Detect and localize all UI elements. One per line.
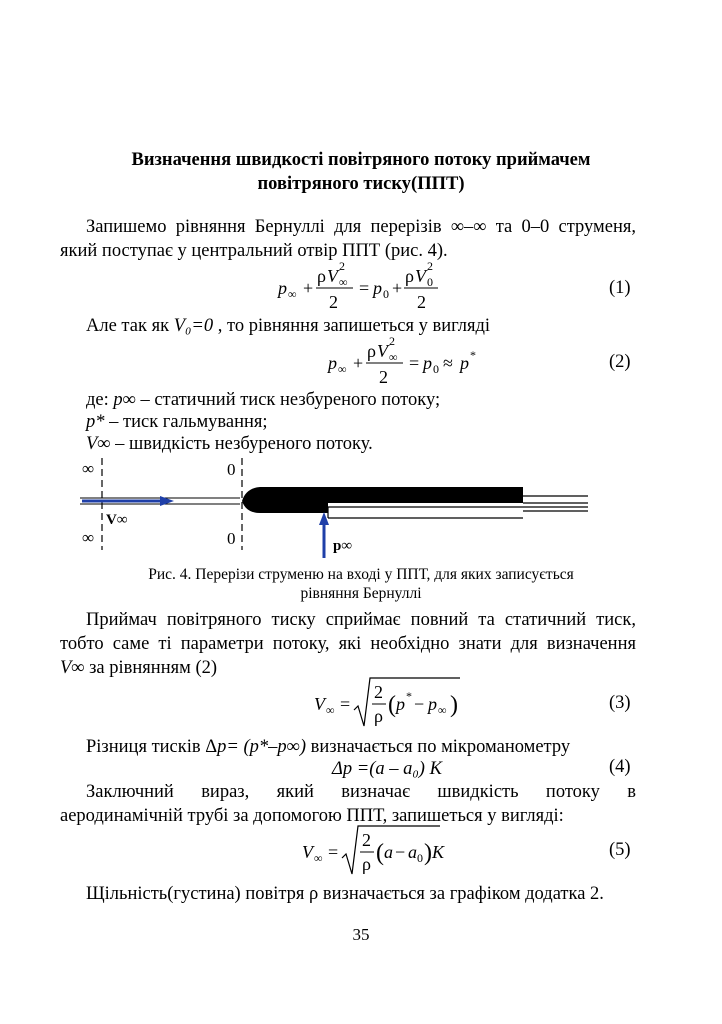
equation-4: Δp =(a – a₀) K [332,759,442,779]
label-zero-top: 0 [227,460,236,479]
svg-text:0: 0 [383,287,389,301]
svg-text:p: p [428,694,437,714]
equation-5 [298,820,458,880]
label-infinity-bottom: ∞ [82,528,95,547]
svg-text:): ) [450,692,458,718]
svg-text:∞: ∞ [338,362,347,376]
svg-text:ρ: ρ [374,706,383,726]
label-velocity: V∞ [106,512,128,528]
label-pressure: p∞ [333,538,353,554]
svg-text:a: a [384,842,393,862]
equation-4-number: (4) [609,757,631,777]
figure-4 [70,452,600,562]
paragraph-6: Щільність(густина) повітря ρ визначається за графіком додатка 2. [86,884,604,904]
svg-text:2: 2 [339,259,345,273]
svg-text:a: a [408,842,417,862]
svg-text:∞: ∞ [326,703,335,717]
probe-body [242,487,523,513]
svg-text:p: p [373,278,382,298]
svg-text:): ) [424,840,432,866]
svg-text:V: V [302,842,313,862]
svg-text:V: V [314,694,325,714]
svg-text:(: ( [376,840,384,866]
paragraph-5-line-1: Заключний вираз, який визначає швидкість потоку в [86,782,636,802]
paragraph-2: Але так як V₀=0 , то рівняння запишеться у вигляді [86,316,491,336]
equation-2 [320,333,500,389]
equation-5-number: (5) [609,840,631,860]
svg-text:ρ: ρ [317,266,326,286]
svg-text:=: = [340,694,351,714]
svg-text:2: 2 [379,367,388,387]
svg-text:∞: ∞ [339,275,348,289]
svg-text:2: 2 [417,292,426,312]
svg-text:ρ: ρ [405,266,414,286]
section-title-line-2: повітряного тиску(ППТ) [257,174,465,194]
definition-3: V∞ – швидкість незбуреного потоку. [86,434,373,454]
svg-text:0: 0 [417,851,423,865]
paragraph-3-line-2: тобто саме ті параметри потоку, які необхідно знати для визначення [60,634,636,654]
svg-text:∞: ∞ [438,703,447,717]
svg-text:0: 0 [427,275,433,289]
svg-text:*: * [470,348,476,362]
svg-text:2: 2 [374,682,383,702]
svg-text:=: = [409,353,420,373]
page-number: 35 [352,925,370,944]
svg-text:p: p [396,694,405,714]
svg-text:=: = [328,842,339,862]
definition-2: p* – тиск гальмування; [86,412,268,432]
paragraph-3-line-1: Приймач повітряного тиску сприймає повний та статичний тиск, [86,610,636,630]
svg-text:V: V [415,266,426,286]
svg-text:∞: ∞ [389,350,398,364]
svg-text:2: 2 [329,292,338,312]
paragraph-5-line-2: аеродинамічній трубі за допомогою ППТ, запишеться у вигляді: [60,806,564,826]
equation-3-number: (3) [609,693,631,713]
svg-text:−: − [395,842,406,862]
svg-text:K: K [432,842,445,862]
label-infinity-top: ∞ [82,459,95,478]
svg-text:ρ: ρ [367,341,376,361]
svg-text:2: 2 [389,334,395,348]
svg-text:p: p [423,353,432,373]
svg-text:p: p [460,353,469,373]
section-title-line-1: Визначення швидкості повітряного потоку приймачем [131,150,591,170]
svg-text:−: − [414,694,425,714]
paragraph-3-line-3: V∞ за рівнянням (2) [60,658,218,678]
svg-text:≈: ≈ [443,353,453,373]
svg-text:ρ: ρ [362,854,371,874]
svg-text:V: V [327,266,338,286]
definition-1: де: p∞ – статичний тиск незбуреного потоку; [86,390,441,410]
svg-text:2: 2 [427,259,433,273]
svg-text:+: + [392,278,403,298]
paragraph-1-line-2: який поступає у центральний отвір ППТ (рис. 4). [60,241,448,261]
equation-2-number: (2) [609,352,631,372]
svg-text:0: 0 [433,362,439,376]
equation-3 [310,672,470,732]
paragraph-1-line-1: Запишемо рівняння Бернуллі для перерізів ∞–∞ та 0–0 струменя, [86,217,636,237]
svg-text:+: + [353,353,364,373]
equation-1 [270,258,460,314]
equation-1-number: (1) [609,278,631,298]
svg-text:p: p [278,278,287,298]
svg-text:p: p [328,353,337,373]
svg-text:=: = [359,278,370,298]
svg-text:+: + [303,278,314,298]
svg-text:V: V [377,341,388,361]
figure-caption-line-2: рівняння Бернуллі [300,585,422,602]
svg-text:2: 2 [362,830,371,850]
svg-text:∞: ∞ [288,287,297,301]
figure-caption-line-1: Рис. 4. Перерізи струменю на вході у ППТ, для яких записується [148,566,574,583]
svg-text:*: * [406,689,412,703]
svg-text:∞: ∞ [314,851,323,865]
paragraph-4: Різниця тисків Δp= (p*–p∞) визначається по мікроманометру [86,737,571,757]
label-zero-bottom: 0 [227,529,236,548]
svg-text:(: ( [388,692,396,718]
